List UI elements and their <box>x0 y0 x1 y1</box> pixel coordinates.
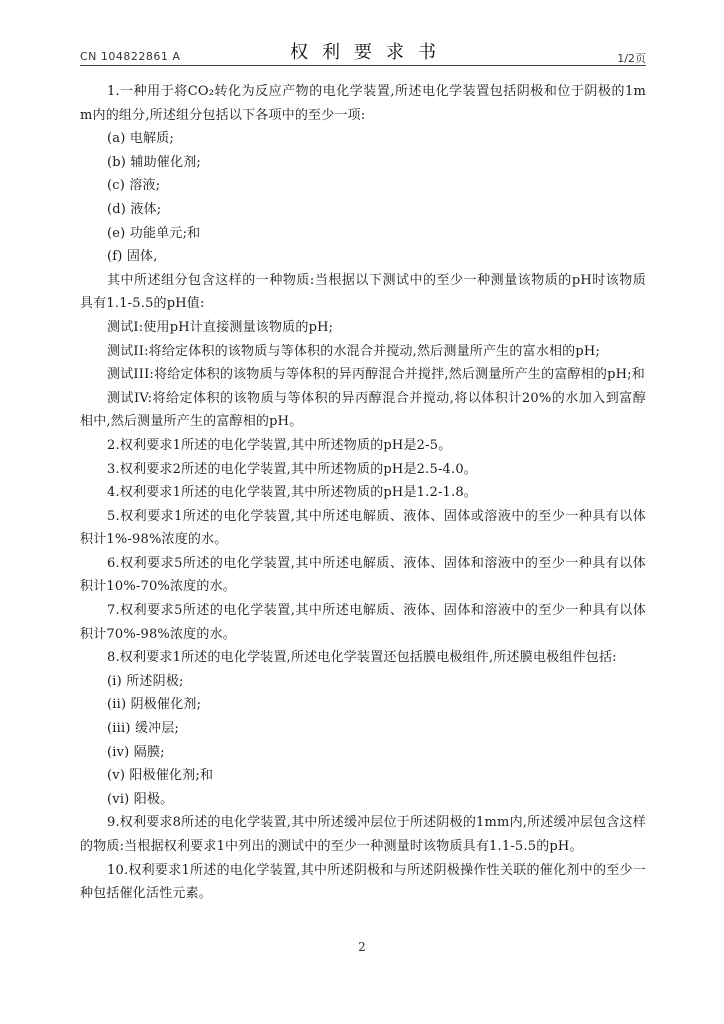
claim-1-test-4: 测试IV:将给定体积的该物质与等体积的异丙醇混合并搅动,将以体积计20%的水加入到富醇相中,然后测量所产生的富醇相的pH。 <box>80 390 646 430</box>
claim-1-test-1: 测试I:使用pH计直接测量该物质的pH; <box>107 319 334 335</box>
claim-1-intro: 1.一种用于将CO₂转化为反应产物的电化学装置,所述电化学装置包括阴极和位于阴极的1mm内的组分,所述组分包括以下各项中的至少一项: <box>80 84 646 123</box>
claim-1-item-a: (a) 电解质; <box>107 131 175 147</box>
document-title: 权利要求书 <box>290 42 450 63</box>
claim-8-item-i: (i) 所述阴极; <box>107 673 184 689</box>
claim-1-item-e: (e) 功能单元;和 <box>107 225 201 241</box>
claim-8-intro: 8.权利要求1所述的电化学装置,所述电化学装置还包括膜电极组件,所述膜电极组件包括: <box>107 650 617 666</box>
claim-1-item-b: (b) 辅助催化剂; <box>107 154 201 170</box>
page-count: 1/2页 <box>617 52 646 65</box>
claim-8-item-iii: (iii) 缓冲层; <box>107 721 180 737</box>
claim-8-item-v: (v) 阳极催化剂;和 <box>107 768 214 784</box>
claim-1-test-2: 测试II:将给定体积的该物质与等体积的水混合并搅动,然后测量所产生的富水相的pH; <box>107 343 601 359</box>
claim-8-item-ii: (ii) 阴极催化剂; <box>107 697 202 713</box>
claim-2: 2.权利要求1所述的电化学装置,其中所述物质的pH是2-5。 <box>107 437 452 453</box>
claim-1-item-c: (c) 溶液; <box>107 178 161 194</box>
page-header <box>80 38 646 64</box>
claim-5: 5.权利要求1所述的电化学装置,其中所述电解质、液体、固体或溶液中的至少一种具有以体积计1%-98%浓度的水。 <box>80 508 646 548</box>
claims-body <box>80 80 646 906</box>
claim-3: 3.权利要求2所述的电化学装置,其中所述物质的pH是2.5-4.0。 <box>107 461 478 477</box>
claim-4: 4.权利要求1所述的电化学装置,其中所述物质的pH是1.2-1.8。 <box>107 485 478 501</box>
claim-10: 10.权利要求1所述的电化学装置,其中所述阴极和与所述阴极操作性关联的催化剂中的至少一种包括催化活性元素。 <box>80 862 646 902</box>
claim-8-item-vi: (vi) 阳极。 <box>107 791 174 807</box>
header-divider <box>80 65 646 66</box>
claim-1-test-3: 测试III:将给定体积的该物质与等体积的异丙醇混合并搅拌,然后测量所产生的富醇相的pH;和 <box>107 367 645 383</box>
publication-number: CN 104822861 A <box>80 50 181 63</box>
claim-8-item-iv: (iv) 隔膜; <box>107 744 165 760</box>
claim-7: 7.权利要求5所述的电化学装置,其中所述电解质、液体、固体和溶液中的至少一种具有以体积计70%-98%浓度的水。 <box>80 603 646 642</box>
page-number: 2 <box>358 940 366 954</box>
claim-1-item-d: (d) 液体; <box>107 201 162 217</box>
claim-9: 9.权利要求8所述的电化学装置,其中所述缓冲层位于所述阴极的1mm内,所述缓冲层包含这样的物质:当根据权利要求1中列出的测试中的至少一种测量时该物质具有1.1-5.5的pH。 <box>80 815 646 854</box>
claim-1-condition: 其中所述组分包含这样的一种物质:当根据以下测试中的至少一种测量该物质的pH时该物质具有1.1-5.5的pH值: <box>80 272 646 312</box>
claim-1-item-f: (f) 固体, <box>107 249 158 265</box>
claim-6: 6.权利要求5所述的电化学装置,其中所述电解质、液体、固体和溶液中的至少一种具有以体积计10%-70%浓度的水。 <box>80 555 646 595</box>
